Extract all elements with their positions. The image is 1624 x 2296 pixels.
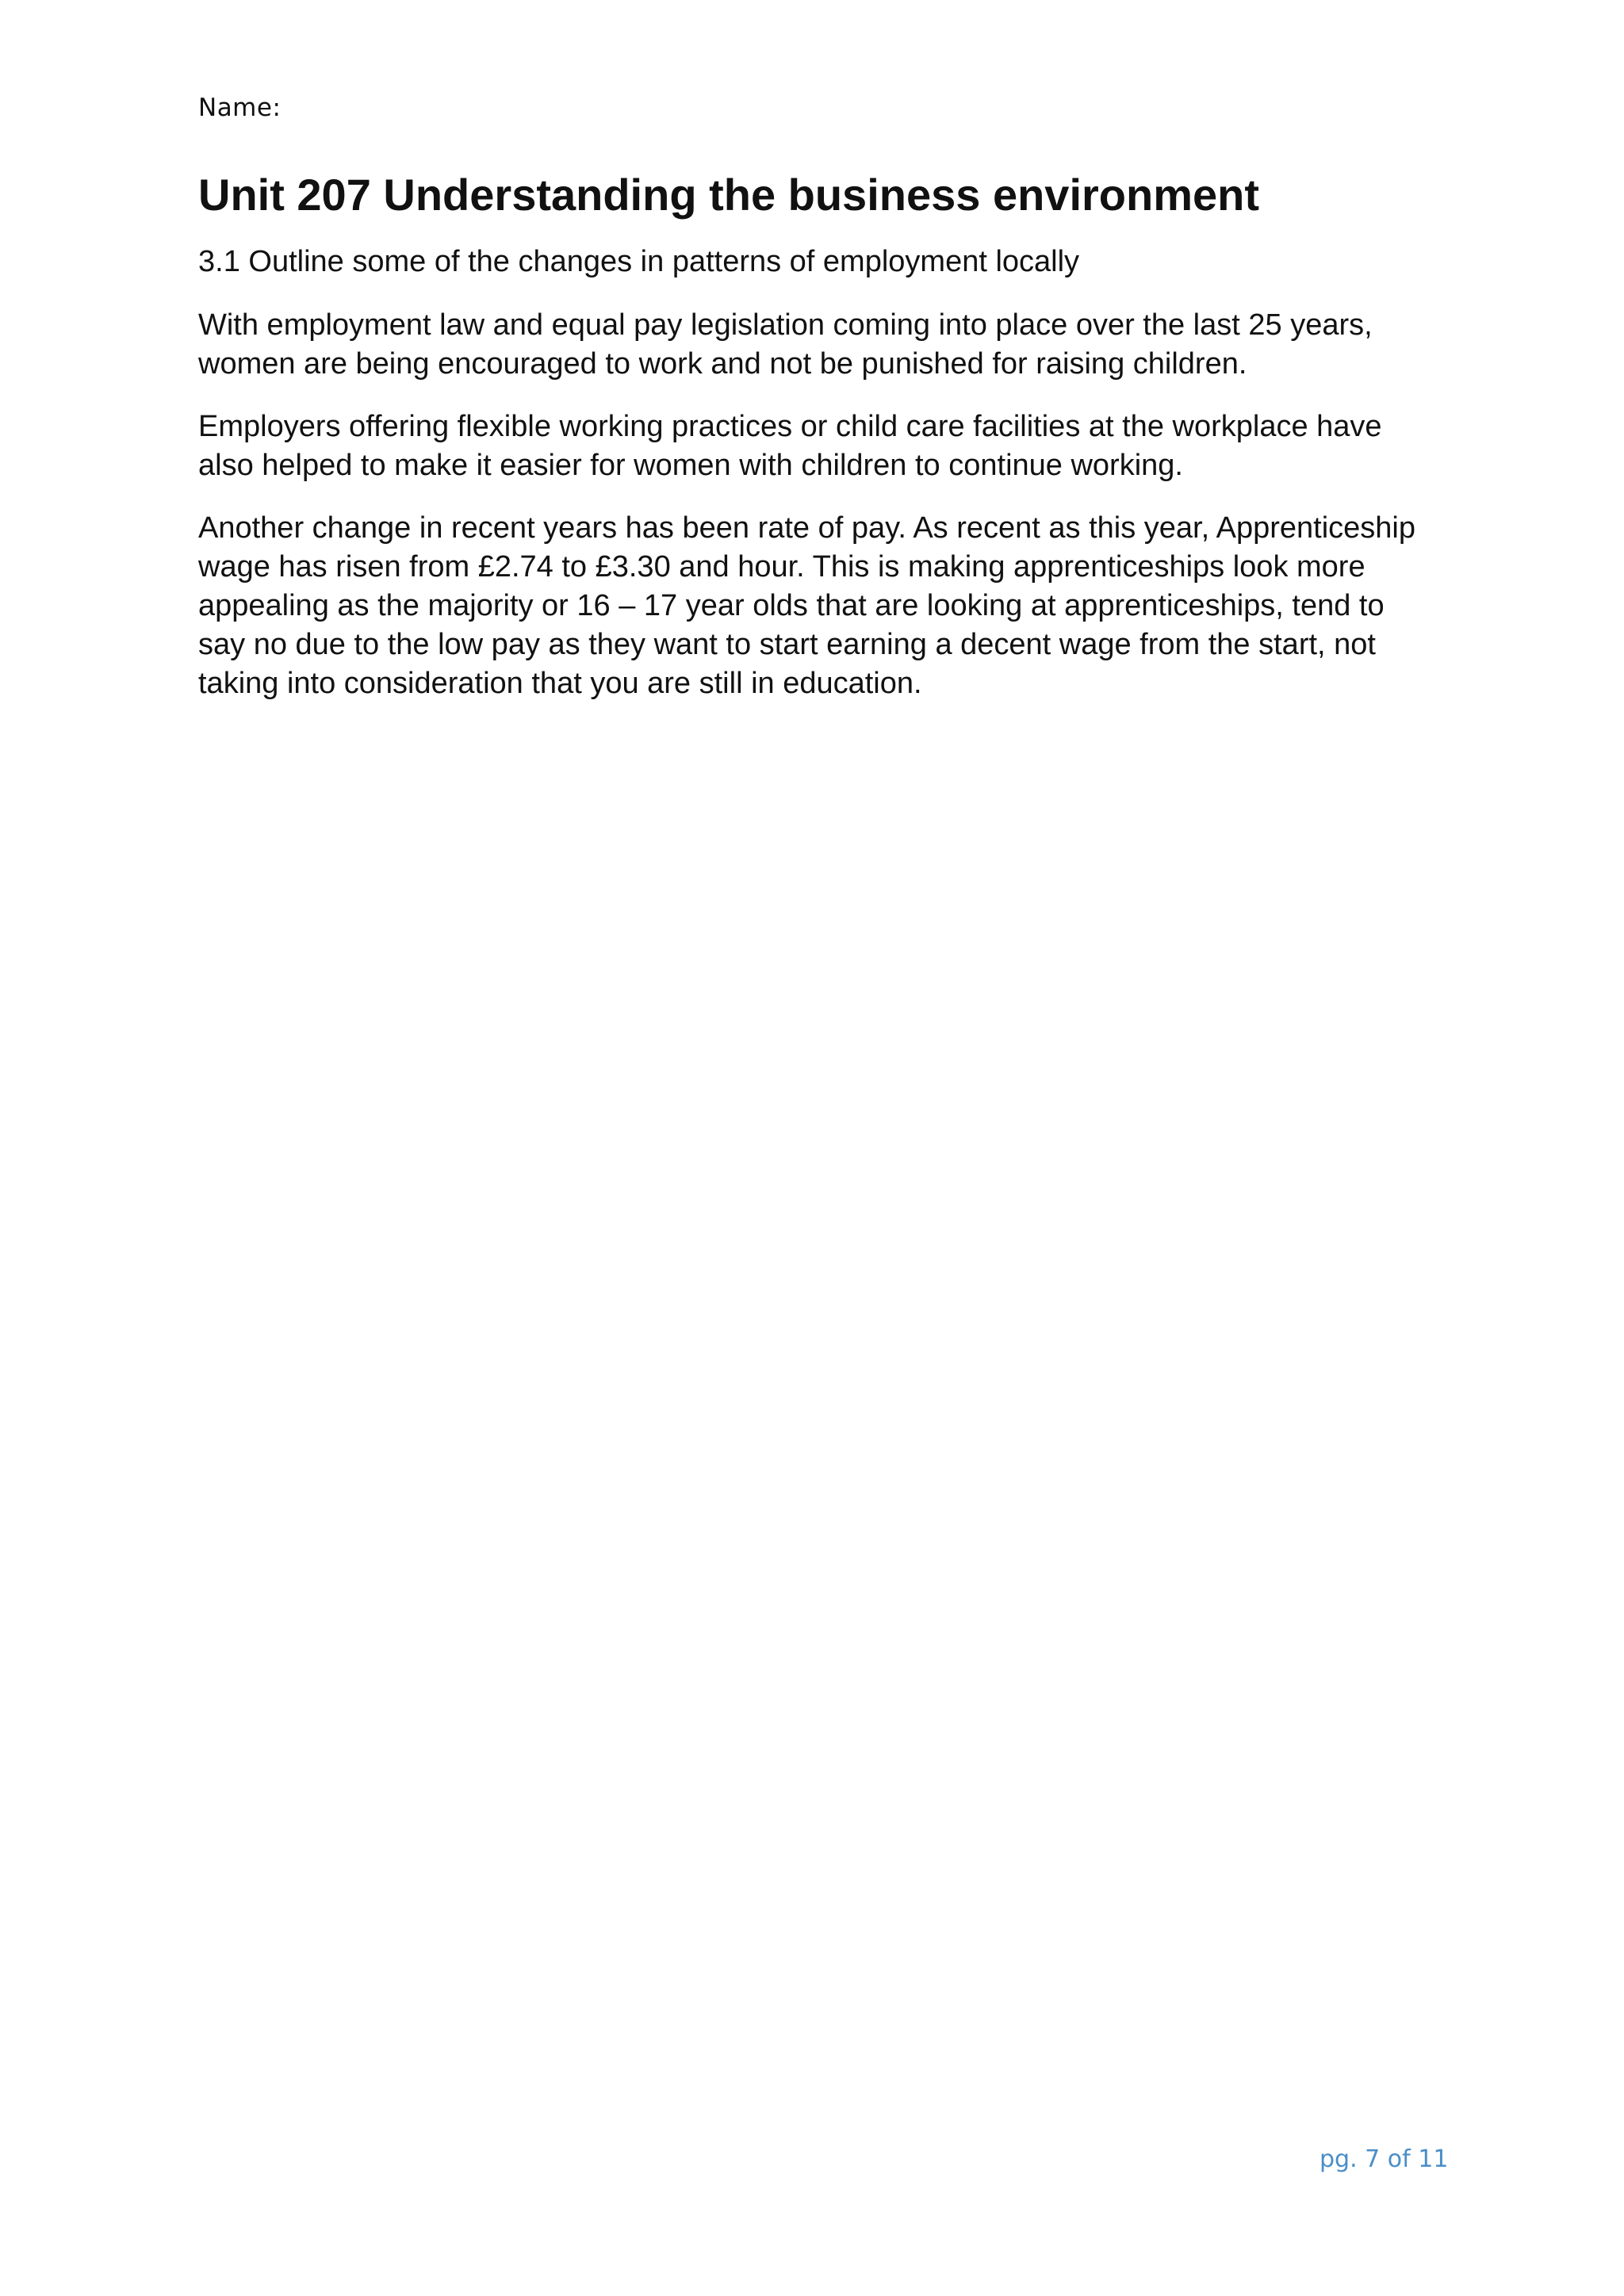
section-heading: 3.1 Outline some of the changes in patterns of employment locally xyxy=(198,245,1080,278)
page-title: Unit 207 Understanding the business environment xyxy=(198,170,1260,220)
paragraph-3: Another change in recent years has been rate of pay. As recent as this year, Apprenticeship wage has risen from £2.74 to £3.30 and hour. This is making apprenticeships look more appealing as the majority or 16 – 17 year olds that are looking at apprenticeships, tend to say no due to the low pay as they want to start earning a decent wage from the start, not taking into consideration that you are still in education. xyxy=(198,511,1416,700)
name-label: Name: xyxy=(198,94,282,122)
page-number: pg. 7 of 11 xyxy=(1320,2145,1449,2173)
document-content xyxy=(198,165,1435,703)
paragraph-1: With employment law and equal pay legislation coming into place over the last 25 years, women are being encouraged to work and not be punished for raising children. xyxy=(198,308,1373,381)
paragraph-2: Employers offering flexible working practices or child care facilities at the workplace have also helped to make it easier for women with children to continue working. xyxy=(198,410,1382,482)
